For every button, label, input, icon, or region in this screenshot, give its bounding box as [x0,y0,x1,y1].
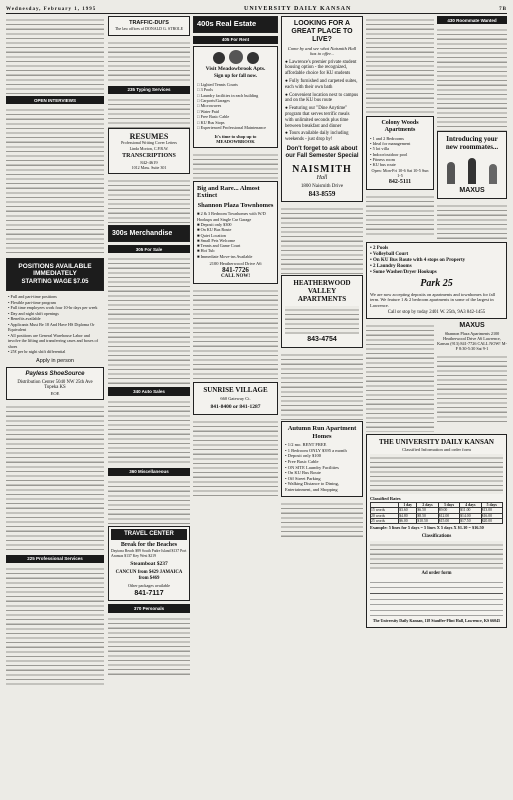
naismith-logo-text: NAISMITH [292,163,352,175]
positions-heading: POSITIONS AVAILABLE IMMEDIATELY [18,263,92,278]
traffic-dui-ad [108,16,190,36]
feature-item: • ON SITE Laundry Facilities [285,464,339,470]
shannon-address: 2100 Heatherwood Drive A6 [209,261,262,266]
feature-item: ● Convenient location next to campus and on the KU bus route [285,92,359,104]
section-professional-services: 225 Professional Services [6,555,104,563]
section-typing: 235 Typing Services [108,86,190,94]
travel-center-ad [108,526,190,602]
column-5-right [437,16,507,240]
person-icon [468,158,476,184]
tree-icon [213,52,225,64]
roommates-illustration [441,154,503,184]
section-real-estate [193,16,278,33]
rates-header-cell: 4 days [460,502,481,507]
classified-subtitle: Classified Information and order form [402,446,471,452]
payless-ad [6,258,104,291]
payless-benefits [6,294,104,355]
transcriptions-heading: TRANSCRIPTIONS [122,153,176,160]
amenity-item: □ Lighted Tennis Courts [197,81,238,87]
company-name: Payless ShoeSource [25,370,85,377]
naismith-address: 1800 Naismith Drive [300,184,344,190]
feature-item: ■ Small Pets Welcome [197,237,236,243]
rates-cell: 20 words [371,513,399,518]
feature-item: • Indoor/outdoor pool [370,151,408,157]
naismith-features [285,60,359,143]
rates-cell: $15.00 [438,518,459,523]
tree-icon [229,50,243,64]
section-personals: 370 Personals [108,604,190,612]
amenity-item: □ KU Bus Stops [197,119,225,125]
feature-item: ■ Tennis and Game Court [197,243,241,249]
rates-cell: $8.50 [417,513,438,518]
meadowbrook-note: It's time to shop up to MEADOWBROOK [214,133,257,144]
feature-item: • Walking Distance to Dining, Entertainment, and Shopping [285,481,340,492]
park25-contact: Call or stop by today 2401 W. 25th, 9A3 842-1455 [387,309,486,315]
rates-cell: $20.00 [481,518,502,523]
naismith-headline: LOOKING FOR A GREAT PLACE TO LIVE? [291,20,353,43]
feature-item: • 5 lot villa [370,146,390,152]
feature-item: • Free Basic Cable [285,458,319,464]
benefit-item: • Benefits available [8,316,41,322]
feature-item: • Some Washer/Dryer Hookups [370,270,437,276]
section-for-sale: 305 For Sale [108,245,190,253]
shannon-call-now: CALL NOW! [220,274,251,280]
resumes-ad [108,128,190,174]
rates-cell: $6.50 [417,508,438,513]
heatherwood-phone: 843-4754 [307,336,337,344]
classified-text-block [108,398,190,466]
feature-item: • 1/2 mo. RENT FREE [285,442,327,448]
feature-item: • Ideal for management [370,141,411,147]
heatherwood-details [285,306,359,334]
feature-item: • 2 Laundry Rooms [370,264,412,270]
column-5-left [366,16,434,240]
section-miscellaneous: 360 Miscellaneous [108,468,190,476]
classified-text-block [108,478,190,526]
newspaper-title: UNIVERSITY DAILY KANSAN [244,6,352,13]
rates-cell: 15 words [371,508,399,513]
naismith-sub: Come by and see what Naismith Hall has to offer... [287,46,357,57]
amenity-item: □ Experienced Professional Maintenance [197,125,266,131]
park25-logo: Park 25 [420,278,453,290]
feature-item: ■ Hot Tub [197,248,215,254]
classified-text-block [281,205,363,275]
naismith-phone: 843-8559 [308,190,336,199]
amenity-item: □ Laundry facilities in each building [197,92,259,98]
tree-icon [247,52,259,64]
rates-table [370,502,503,524]
rates-header-cell: 3 days [438,502,459,507]
naismith-logo-hall: Hall [316,175,328,182]
company-address: Distribution Center 5040 NW 25th Ave Topeka KS [17,379,93,391]
feature-item: ● Lawrence's premier private student housing option - the recognized, affordable choice for KU students [285,59,357,77]
rates-cell: $9.00 [438,508,459,513]
masthead [6,4,507,14]
feature-item: • On KU Bus Route with 4 stops on Property [370,258,466,264]
shannon-title: Shannon Plaza Townhomes [197,201,274,209]
maxus-roommates-ad [437,131,507,199]
feature-item: • KU bus route [370,162,396,168]
column-5 [366,16,507,796]
maxus-info [437,322,507,432]
feature-item: ● Fully furnished and carpeted suites, each with their own bath [285,78,358,90]
classified-text-block [108,255,190,385]
shannon-plaza-ad [193,181,278,284]
classified-text-block [6,565,104,685]
rates-header-cell: 1 day [399,502,417,507]
classifications-list [370,541,503,569]
classified-text-block [193,418,278,498]
column-3 [193,16,278,796]
classified-text-block [108,96,190,128]
real-estate-heading: 400s Real Estate [197,19,257,28]
rates-cell: $16.00 [481,513,502,518]
feature-item: ● Featuring our "Dine Anytime" program that serves terrific meals with unlimited seconds plus time between breakfast and dinner [285,106,350,129]
sunrise-heading: SUNRISE VILLAGE [203,385,268,394]
classified-text-block [437,26,507,131]
rates-cell: 25 words [371,518,399,523]
rates-cell: $11.00 [460,508,481,513]
feature-item: ● Tours available daily including weekends - just drop by! [285,131,349,143]
travel-heading: TRAVEL CENTER [111,529,187,540]
other-packages: Other packages available [127,582,171,588]
rates-cell: $6.00 [399,518,417,523]
classified-text-block [366,16,434,116]
feature-item: • Off Street Parking [285,475,321,481]
rates-cell: $4.80 [399,513,417,518]
maxus-address: Shannon Plaza Apartments 2100 Heatherwood Drive A6 Lawrence, Kansas (913) 841-7726 CALL NOW! M-F 8:30-5:30 Sat 9-1 [437,330,507,352]
shannon-features [197,211,274,259]
starting-wage: STARTING WAGE $7.05 [21,279,89,286]
amenity-item: □ Water Paid [197,108,219,114]
sunrise-village-ad [193,382,278,415]
rates-cell: $17.50 [460,518,481,523]
column-5-mid [366,322,507,432]
shannon-phone: 841-7726 [222,266,249,275]
maxus-logo: MAXUS [459,187,485,195]
heatherwood-heading: HEATHERWOOD VALLEY APARTMENTS [293,279,351,304]
amenity-item: □ Carports/Garages [197,98,230,104]
issue-date: Wednesday, February 1, 1995 [6,7,97,13]
autumn-run-ad [281,421,363,496]
classified-text-block [6,16,104,94]
section-merchandise [108,225,190,242]
benefit-item: • Applicants Must Be 18 And Have HS Diploma Or Equivalent [8,321,95,333]
feature-item: ■ Deposit only $300 [197,221,232,227]
feature-item: • Volleyball Court [370,252,409,258]
classified-text-block [108,177,190,225]
rates-cell: $3.60 [399,508,417,513]
rates-header-cell: 2 days [417,502,438,507]
merchandise-heading: 300s Merchandise [112,230,173,238]
section-roommate-wanted: 430 Roommate Wanted [437,16,507,24]
apply-text: Apply in person [36,357,74,364]
classified-order-form [366,434,507,627]
page-number: 7B [499,7,507,13]
classified-text-block [108,615,190,675]
order-form-footer: The University Daily Kansan, 118 Stauffer-Flint Hall, Lawrence, KS 66045 [372,618,501,624]
colony-hours: Open: Mon-Fri 10-6 Sat 10-5 Sun 1-5 [371,168,429,179]
meadowbrook-heading: Visit Meadowbrook Apts. [205,65,266,72]
classified-text-block [437,353,507,423]
colony-phone: 842-5111 [388,178,412,185]
benefit-item: • Full and part-time positions [8,294,57,300]
rates-cell: $10.50 [417,518,438,523]
tree-illustration [197,50,274,64]
feature-item: ■ On KU Bus Route [197,227,232,233]
naismith-logo [285,164,359,182]
colony-heading: Colony Woods Apartments [381,120,419,133]
column-1 [6,16,104,796]
rates-example: Example: 5 lines for 5 days = 5 lines X 5 days X $1.10 = $16.50 [370,525,484,531]
break-heading: Break for the Beaches [120,541,178,548]
meadowbrook-amenities [197,82,274,131]
resumes-name: Linda Morton, C.P.R.W. [129,145,169,151]
maxus-logo: MAXUS [459,322,485,330]
benefit-item: • Flexible part-time program [8,299,56,305]
benefit-item: • Full time employees work four 10-hr days per week [8,305,98,311]
meadowbrook-ad [193,46,278,148]
classified-text-block [193,287,278,382]
feature-item: • 1 and 2 Bedrooms [370,136,404,141]
autumn-heading: Autumn Run Apartment Homes [287,425,357,440]
feature-item: ■ 2 & 3 Bedroom Townhomes with W/D Hookups and Single Car Garage [197,211,266,222]
resumes-phone: 842-4619 [140,160,158,166]
travel-phone: 841-7117 [134,590,164,598]
classified-text-block [281,351,363,421]
feature-item: • 1 Bedroom ONLY $395 a month [285,447,347,453]
column-5-top [366,16,507,240]
park25-features [370,246,503,276]
park25-ad [366,242,507,319]
meadowbrook-sub: Sign up for fall now. [213,74,258,80]
cancun-price: CANCUN from $429 JAMAICA from $469 [115,570,183,581]
colony-woods-ad [366,116,434,190]
classified-text-block [366,322,434,432]
traffic-heading: TRAFFIC-DUI'S [129,20,169,26]
classified-text-block [193,151,278,181]
feature-item: • On KU Bus Route [285,470,321,476]
rates-header-cell: 5 days [481,502,502,507]
park25-description: We are now accepting deposits on apartments and townhomes for fall term. We feature 1 & 2 bedroom apartments in some of the largest in Lawrence. [370,291,496,308]
shannon-headline: Big and Rare... Almost Extinct [197,184,260,199]
classified-policy-text [370,454,503,494]
resumes-address: 1012 Mass. Suite 301 [131,164,167,170]
column-2 [108,16,190,796]
payless-address-box [6,367,104,400]
classified-text-block [437,202,507,240]
section-auto-sales: 340 Auto Sales [108,387,190,395]
resumes-tagline: Professional Writing Cover Letters [121,140,177,146]
benefit-item: • 25¢ per hr night shift differential [8,349,66,355]
section-open-interviews: OPEN INTERVIEWS [6,96,104,104]
classified-text-block [366,193,434,238]
feature-item: • Fitness room [370,156,395,162]
section-for-rent: 405 For Rent [193,36,278,44]
eoe-label: EOE [50,390,60,396]
kansan-title: THE UNIVERSITY DAILY KANSAN [379,438,494,447]
person-icon [447,162,455,184]
sunrise-address: 660 Gateway Ct. [220,396,251,402]
rates-heading: Classified Rates [370,495,401,501]
benefit-item: • All positions are General Warehouse Labor and involve the lifting and transferring cases and boxes of shoes [8,332,99,349]
amenity-item: □ Free Basic Cable [197,114,230,120]
roommates-heading: Introducing your new roommates... [445,135,499,152]
classified-text-block [281,500,363,540]
autumn-features [285,442,359,492]
benefit-item: • Day and night shift openings [8,310,59,316]
amenity-item: □ Microwaves [197,103,222,109]
steamboat-price: Steamboat $237 [130,561,168,568]
feature-item: • 2 Pools [370,246,389,252]
traffic-sub: The law offices of DONALD G. STROLE [114,26,184,32]
classifications-heading: Classifications [421,534,452,540]
table-row [371,518,503,523]
break-prices: Daytona Beach $89 South Padre Island $137 Port Aransas $137 Key West $219 [111,549,187,558]
classified-text-block [108,39,190,84]
order-form-heading: Ad order form [421,570,452,576]
classified-text-block [6,403,104,553]
colony-features [370,136,430,167]
rates-cell: $14.00 [460,513,481,518]
resumes-heading: RESUMES [129,132,169,142]
feature-item: • Deposit only $100 [285,453,321,459]
feature-item: ■ Immediate Move-ins Available [197,253,253,259]
order-form-lines[interactable] [370,577,503,617]
classified-text-block [6,106,104,256]
naismith-hall-ad [281,16,363,202]
heatherwood-ad [281,275,363,348]
rates-cell: $13.00 [481,508,502,513]
rates-cell: $12.00 [438,513,459,518]
sunrise-phone: 841-8400 or 841-1287 [210,404,261,411]
column-4 [281,16,363,796]
amenity-item: □ 3 Pools [197,87,214,93]
person-icon [489,164,497,184]
feature-item: ■ Quiet Location [197,232,226,238]
naismith-special: Don't forget to ask about our Fall Semester Special [285,145,359,159]
